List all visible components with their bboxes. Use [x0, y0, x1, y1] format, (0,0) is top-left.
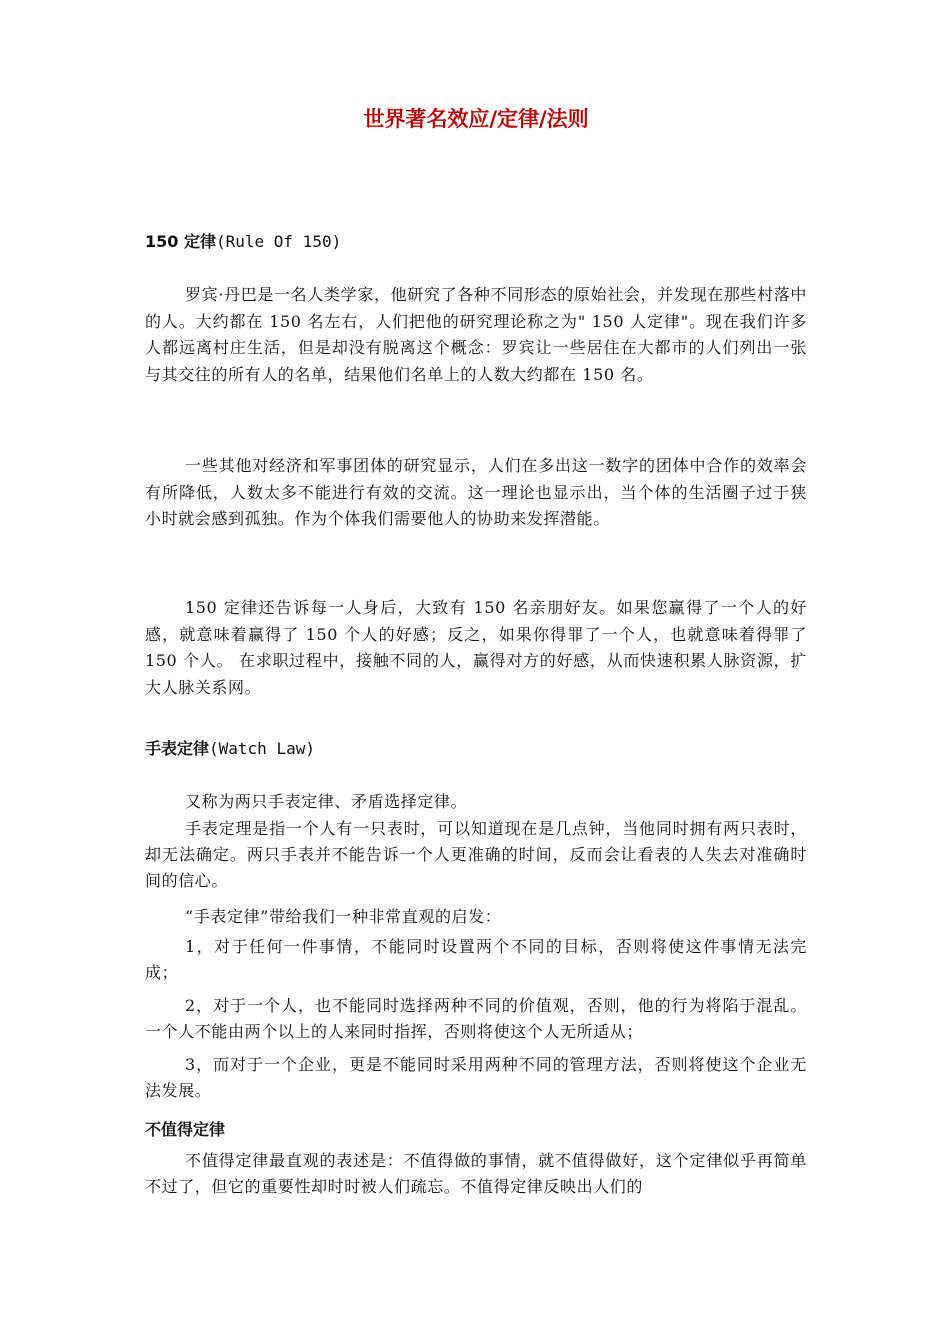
section-heading-watch-law	[145, 737, 315, 761]
paragraph: 2，对于一个人，也不能同时选择两种不同的价值观，否则，他的行为将陷于混乱。一个人不能由两个以上的人来同时指挥，否则将使这个人无所适从；	[145, 996, 807, 1041]
paragraph: 150 定律还告诉每一人身后，大致有 150 名亲朋好友。如果您赢得了一个人的好感，就意味着赢得了 150 个人的好感；反之，如果你得罪了一个人，也就意味着得罪了 150 个人。 在求职过程中，接触不同的人，赢得对方的好感，从而快速积累人脉资源，扩大人脉关系网。	[145, 598, 807, 697]
section-heading-main: 不值得定律	[145, 1120, 226, 1139]
paragraph: 一些其他对经济和军事团体的研究显示，人们在多出这一数字的团体中合作的效率会有所降低，人数太多不能进行有效的交流。这一理论也显示出，当个体的生活圈子过于狭小时就会感到孤独。作为个体我们需要他人的协助来发挥潜能。	[145, 456, 807, 528]
paragraph: “手表定律”带给我们一种非常直观的启发：	[185, 907, 502, 926]
section-heading-latin: (Rule Of 150)	[215, 232, 342, 251]
document-title: 世界著名效应/定律/法则	[363, 107, 589, 131]
section-heading-rule-150	[145, 230, 341, 254]
paragraph: 又称为两只手表定律、矛盾选择定律。	[185, 792, 468, 811]
section-heading-latin: (Watch Law)	[209, 739, 315, 758]
paragraph: 1，对于任何一件事情，不能同时设置两个不同的目标，否则将使这件事情无法完成；	[145, 937, 807, 982]
paragraph: 3，而对于一个企业，更是不能同时采用两种不同的管理方法，否则将使这个企业无法发展。	[145, 1055, 807, 1100]
paragraph: 罗宾·丹巴是一名人类学家，他研究了各种不同形态的原始社会，并发现在那些村落中的人。大约都在 150 名左右，人们把他的研究理论称之为" 150 人定律"。现在我们许多人都远离村庄生活，但是却没有脱离这个概念：罗宾让一些居住在大都市的人们列出一张与其交往的所有人的名单，结果他们名单上的人数大约都在 150 名。	[145, 285, 807, 384]
paragraph: 手表定理是指一个人有一只表时，可以知道现在是几点钟，当他同时拥有两只表时，却无法确定。两只手表并不能告诉一个人更准确的时间，反而会让看表的人失去对准确时间的信心。	[145, 819, 807, 890]
paragraph: 不值得定律最直观的表述是：不值得做的事情，就不值得做好，这个定律似乎再简单不过了，但它的重要性却时时被人们疏忘。不值得定律反映出人们的	[145, 1151, 807, 1196]
section-heading-main: 150 定律	[145, 232, 216, 251]
section-heading-not-worth-law	[145, 1118, 225, 1142]
section-heading-main: 手表定律	[145, 739, 210, 758]
